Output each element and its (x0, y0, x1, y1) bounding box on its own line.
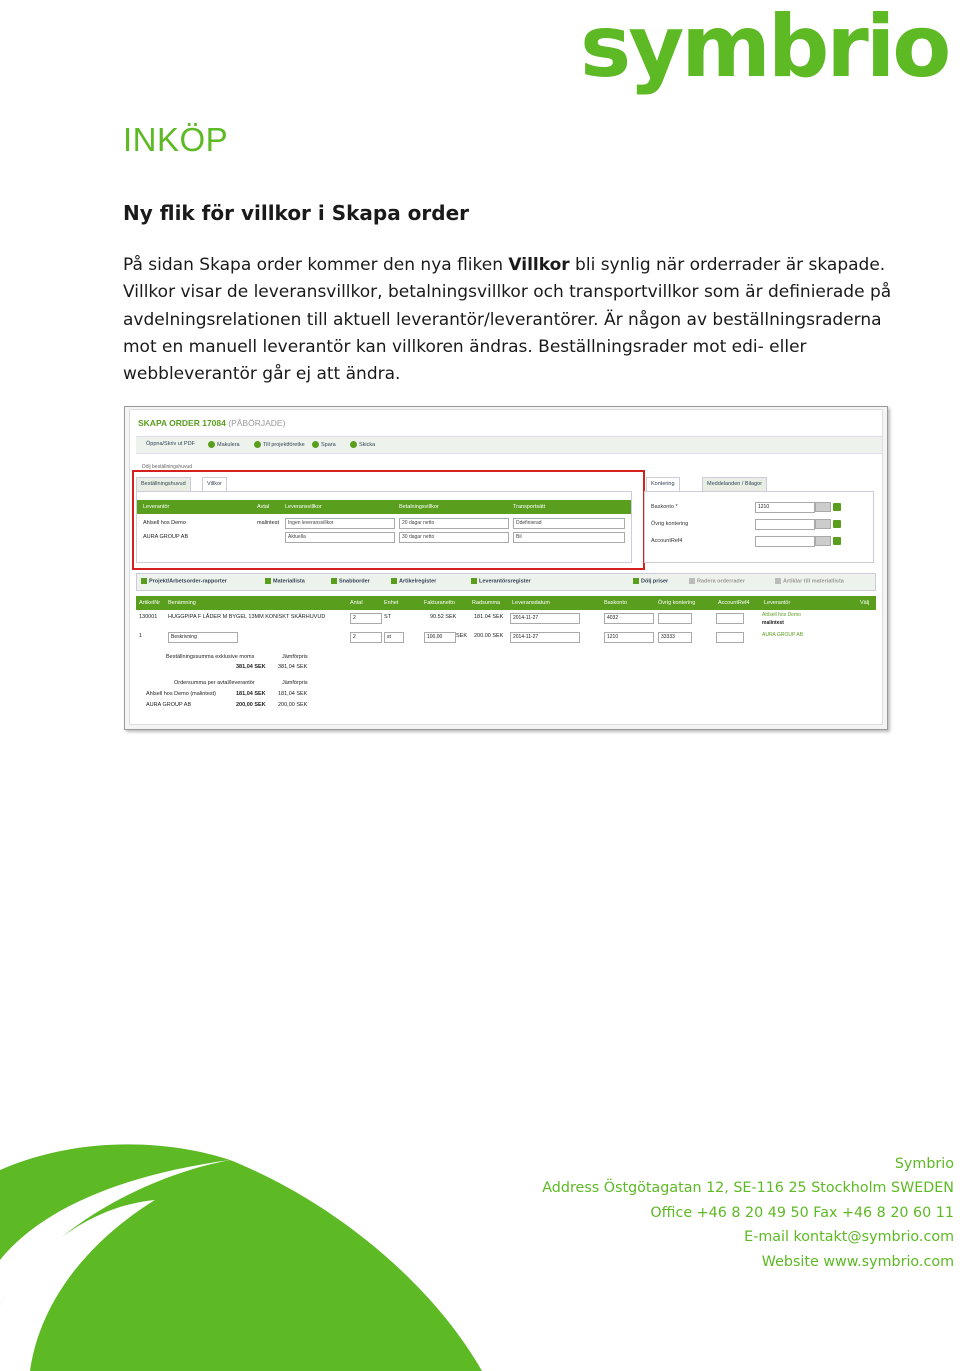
footer-address: Address Östgötagatan 12, SE-116 25 Stockholm SWEDEN (542, 1180, 954, 1197)
per-supplier-compare-label: Jämförpris (282, 680, 308, 686)
row2-net[interactable]: 100,00 (424, 632, 456, 643)
row2-baskonto[interactable]: 1210 (604, 632, 654, 643)
col-delivery-terms: Leveransvillkor (285, 504, 322, 510)
col-qty: Antal (350, 600, 363, 606)
row2-supplier: AURA GROUP AB (762, 632, 804, 638)
col-date: Leveransdatum (512, 600, 550, 606)
supplier-total-value-1: 181,04 SEK (236, 691, 266, 697)
row1-qty[interactable]: 2 (350, 613, 382, 624)
to-material-list-button[interactable]: Artiklar till materiallista (775, 578, 844, 584)
row1-net: 90.52 SEK (430, 614, 457, 620)
payment-terms-select-1[interactable]: 20 dagar netto (399, 518, 509, 529)
payment-terms-select-2[interactable]: 30 dagar netto (399, 532, 509, 543)
accountref4-add-icon[interactable] (833, 537, 841, 545)
row1-date[interactable]: 2014-11-27 (510, 613, 580, 624)
supplier-total-name-2: AURA GROUP AB (146, 702, 192, 708)
supplier-register-button[interactable]: Leverantörsregister (471, 578, 531, 584)
save-button[interactable]: Spara (312, 441, 336, 448)
project-button[interactable]: Till projektföretke (254, 441, 305, 448)
tab-order-header[interactable]: Beställningshuvud (136, 477, 191, 491)
symbrio-logo: symbrio (580, 0, 949, 97)
order-title: SKAPA ORDER 17084 (PÅBÖRJADE) (138, 418, 286, 428)
article-register-button[interactable]: Artikelregister (391, 578, 436, 584)
pdf-button[interactable]: Öppna/Skriv ut PDF (146, 441, 195, 447)
row-toolbar (136, 573, 876, 591)
cancel-order-button[interactable]: Makulera (208, 441, 240, 448)
col-supplier: Leverantör (764, 600, 791, 606)
order-toolbar (136, 436, 882, 454)
col-agreement: Avtal (257, 504, 270, 510)
row2-date[interactable]: 2014-11-27 (510, 632, 580, 643)
footer-contact (542, 1152, 954, 1274)
accountref4-input[interactable] (755, 536, 815, 547)
other-account-lookup-button[interactable] (815, 519, 831, 529)
send-icon (350, 441, 357, 448)
col-net: Fakturanetto (424, 600, 455, 606)
row1-other-account[interactable] (658, 613, 692, 624)
total-excl-value: 381,04 SEK (236, 664, 266, 670)
reports-button[interactable]: Projekt/Arbetsorder-rapporter (141, 578, 227, 584)
material-list-button[interactable]: Materiallista (265, 578, 305, 584)
baskonto-add-icon[interactable] (833, 503, 841, 511)
delete-rows-button[interactable]: Radera orderrader (689, 578, 745, 584)
delivery-terms-select-2[interactable]: Aktuella (285, 532, 395, 543)
supplier-total-compare-1: 181,04 SEK (278, 691, 308, 697)
terms-supplier-2: AURA GROUP AB (143, 534, 189, 540)
other-account-input[interactable] (755, 519, 815, 530)
row2-name[interactable]: Beskrivning (168, 632, 238, 643)
col-supplier: Leverantör (143, 504, 170, 510)
quick-order-button[interactable]: Snabborder (331, 578, 370, 584)
rows-header (136, 596, 876, 610)
col-baskonto: Baskonto (604, 600, 627, 606)
footer-phone: Office +46 8 20 49 50 Fax +46 8 20 60 11 (650, 1204, 954, 1221)
row2-nr: 1 (139, 633, 143, 639)
transport-select-1[interactable]: Ddefinierad (513, 518, 625, 529)
col-sum: Radsumma (472, 600, 501, 606)
supplier-total-compare-2: 200,00 SEK (278, 702, 308, 708)
tab-accounting[interactable]: Kontering (646, 477, 680, 491)
row1-unit: ST (384, 614, 392, 620)
footer-company: Symbrio (894, 1156, 954, 1172)
terms-highlight-box (132, 470, 645, 570)
baskonto-label: Baskonto * (651, 504, 678, 510)
row1-sum: 181.04 SEK (474, 614, 504, 620)
delivery-terms-select-1[interactable]: Ingen leveransvillkor (285, 518, 395, 529)
email-link[interactable]: kontakt@symbrio.com (793, 1229, 954, 1246)
row1-nr: 130001 (139, 614, 158, 620)
hide-header-link[interactable]: Dölj beställningshuvud (142, 464, 193, 470)
website-link[interactable]: www.symbrio.com (823, 1253, 954, 1270)
supplier-total-value-2: 200,00 SEK (236, 702, 266, 708)
project-icon (254, 441, 261, 448)
footer-email: E-mail kontakt@symbrio.com (744, 1229, 954, 1246)
total-excl-compare: 381,04 SEK (278, 664, 308, 670)
row2-other-account[interactable]: 33333 (658, 632, 692, 643)
other-account-add-icon[interactable] (833, 520, 841, 528)
row1-accountref4[interactable] (716, 613, 744, 624)
send-button[interactable]: Skicka (350, 441, 375, 448)
row1-supplier-agreement: malintest (762, 620, 784, 626)
row1-supplier: Ahlsell hos Demo (762, 612, 801, 618)
col-accountref4: AccountRef4 (718, 600, 750, 606)
total-compare-label: Jämförpris (282, 654, 308, 660)
col-other-account: Övrig kontering (658, 600, 696, 606)
section-title: INKÖP (123, 121, 229, 158)
terms-supplier-1: Ahlsell hos Demo (143, 520, 186, 526)
supplier-total-name-1: Ahlsell hos Demo (malintest) (146, 691, 216, 697)
footer-swoosh-graphic (0, 1130, 600, 1371)
col-transport: Transportsätt (513, 504, 546, 510)
page-heading: Ny flik för villkor i Skapa order (123, 201, 470, 225)
other-account-label: Övrig kontering (651, 521, 689, 527)
accountref4-label: AccountRef4 (651, 538, 683, 544)
row1-baskonto[interactable]: 4032 (604, 613, 654, 624)
transport-select-2[interactable]: Bil (513, 532, 625, 543)
row2-unit[interactable]: st (384, 632, 404, 643)
cancel-icon (208, 441, 215, 448)
col-unit: Enhet (384, 600, 399, 606)
footer-website: Website www.symbrio.com (761, 1253, 954, 1270)
col-article-nr: ArtikelNr (139, 600, 161, 606)
row1-name: HUGGPIPA F LÅDER M BYGEL 13MM KONISKT SKÄRHUVUD (168, 614, 326, 620)
tab-terms[interactable]: Villkor (202, 477, 227, 491)
baskonto-input[interactable]: 1210 (755, 502, 815, 513)
order-screenshot (124, 406, 888, 730)
accounting-panel (644, 491, 874, 563)
terms-agreement-1: malintest (257, 520, 280, 526)
accountref4-lookup-button[interactable] (815, 536, 831, 546)
body-paragraph: På sidan Skapa order kommer den nya fliken Villkor bli synlig när orderrader är skapade. Villkor visar de leveransvillkor, betalningsvillkor och transportvillkor som är definierade på avdelningsrelationen till aktuell leverantör/leverantörer. Är någon av beställningsraderna mot en manuell leverantör kan villkoren ändras. Beställningsrader mot edi- eller webbleverantör går ej att ändra. (123, 255, 892, 385)
hide-prices-button[interactable]: Dölj priser (633, 578, 668, 584)
col-name: Benämning (168, 600, 196, 606)
col-select: Välj (860, 600, 870, 606)
col-payment-terms: Betalningsvillkor (399, 504, 439, 510)
row2-qty[interactable]: 2 (350, 632, 382, 643)
tab-messages[interactable]: Meddelanden / Bilagor (702, 477, 767, 491)
total-excl-label: Beställningssumma exklusive moms (166, 654, 255, 660)
per-supplier-label: Ordersumma per avtal/leverantör (174, 680, 255, 686)
save-icon (312, 441, 319, 448)
row2-sum: 200.00 SEK (474, 633, 504, 639)
row2-currency: SEK (456, 633, 468, 639)
row2-accountref4[interactable] (716, 632, 744, 643)
baskonto-lookup-button[interactable] (815, 502, 831, 512)
